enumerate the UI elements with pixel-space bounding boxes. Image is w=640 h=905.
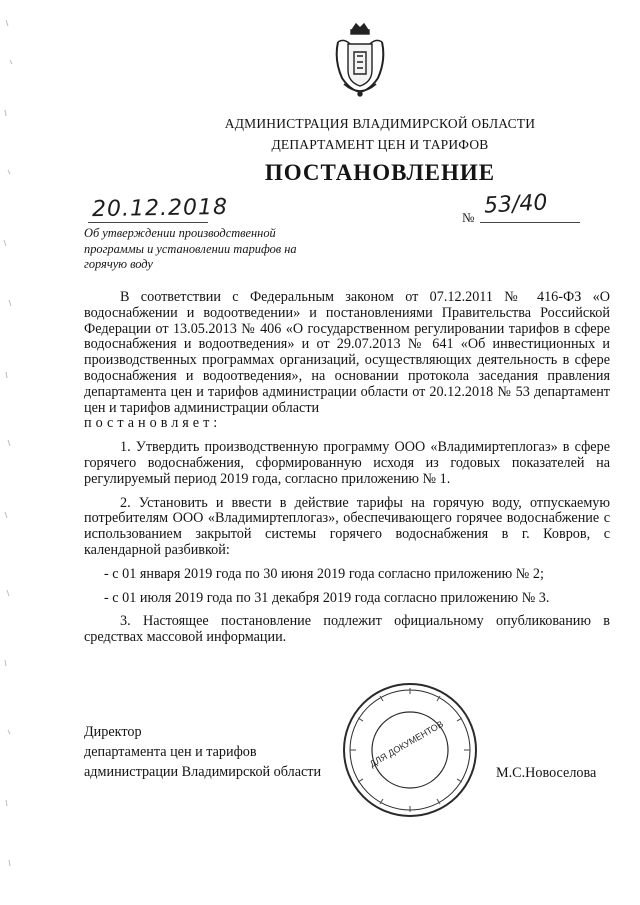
coat-of-arms-emblem: [330, 20, 390, 100]
number-label: №: [462, 210, 475, 225]
seal-center-text: ДЛЯ ДОКУМЕНТОВ: [367, 718, 446, 770]
decree-word: постановляет:: [84, 415, 222, 432]
item-2-period-b: - с 01 июля 2019 года по 31 декабря 2019 года согласно приложению № 3.: [104, 589, 550, 606]
item-2-paragraph: 2. Установить и ввести в действие тарифы на горячую воду, отпускаемую потребителям ООО «Владимиртеплогаз», обеспечивающего горячее водоснабжение с использованием закрытой системы горячего водоснабжения в г. Ковров, с календарной разбивкой:: [84, 494, 610, 558]
handwritten-number: 53/40: [483, 190, 549, 219]
signer-position-line3: администрации Владимирской области: [84, 764, 322, 780]
document-title: ПОСТАНОВЛЕНИЕ: [264, 160, 496, 185]
official-seal-stamp: [340, 680, 480, 820]
number-underline: [480, 222, 580, 223]
signer-position-line2: департамента цен и тарифов: [84, 744, 257, 760]
document-body: [84, 290, 610, 646]
preamble-paragraph: В соответствии с Федеральным законом от 07.12.2011 № 416-ФЗ «О водоснабжении и водоотведении» и постановлениями Правительства Российской Федерации от 13.05.2013 № 406 «О государственном регулировании тарифов в сфере водоснабжения и водоотведения» и от 29.07.2013 № 641 «Об инвестиционных и производственных программах организаций, осуществляющих деятельность в сфере водоснабжения и водоотведения», на основании протокола заседания правления департамента цен и тарифов администрации области от 20.12.2018 № 53 департамент цен и тарифов администрации области: [84, 289, 610, 416]
item-3-paragraph: 3. Настоящее постановление подлежит официальному опубликованию в средствах массовой информации.: [84, 613, 610, 646]
handwritten-date: 20.12.2018: [91, 194, 229, 223]
date-underline: [88, 222, 208, 223]
item-2-period-a: - с 01 января 2019 года по 30 июня 2019 года согласно приложению № 2;: [104, 565, 544, 582]
document-subject: Об утверждении производственной программы и установлении тарифов на горячую воду: [84, 226, 297, 272]
item-1-paragraph: 1. Утвердить производственную программу ООО «Владимиртеплогаз» в сфере горячего водоснабжения, сформированную исходя из годовых показателей на регулируемый период 2019 года, согласно приложению № 1.: [84, 439, 610, 487]
signer-position-line1: Директор: [84, 724, 142, 740]
department-name: ДЕПАРТАМЕНТ ЦЕН И ТАРИФОВ: [271, 137, 489, 152]
signer-name: М.С.Новоселова: [496, 765, 597, 781]
margin-scan-marks: [0, 0, 30, 905]
organization-name: АДМИНИСТРАЦИЯ ВЛАДИМИРСКОЙ ОБЛАСТИ: [224, 116, 536, 131]
signature-block: [84, 722, 321, 782]
